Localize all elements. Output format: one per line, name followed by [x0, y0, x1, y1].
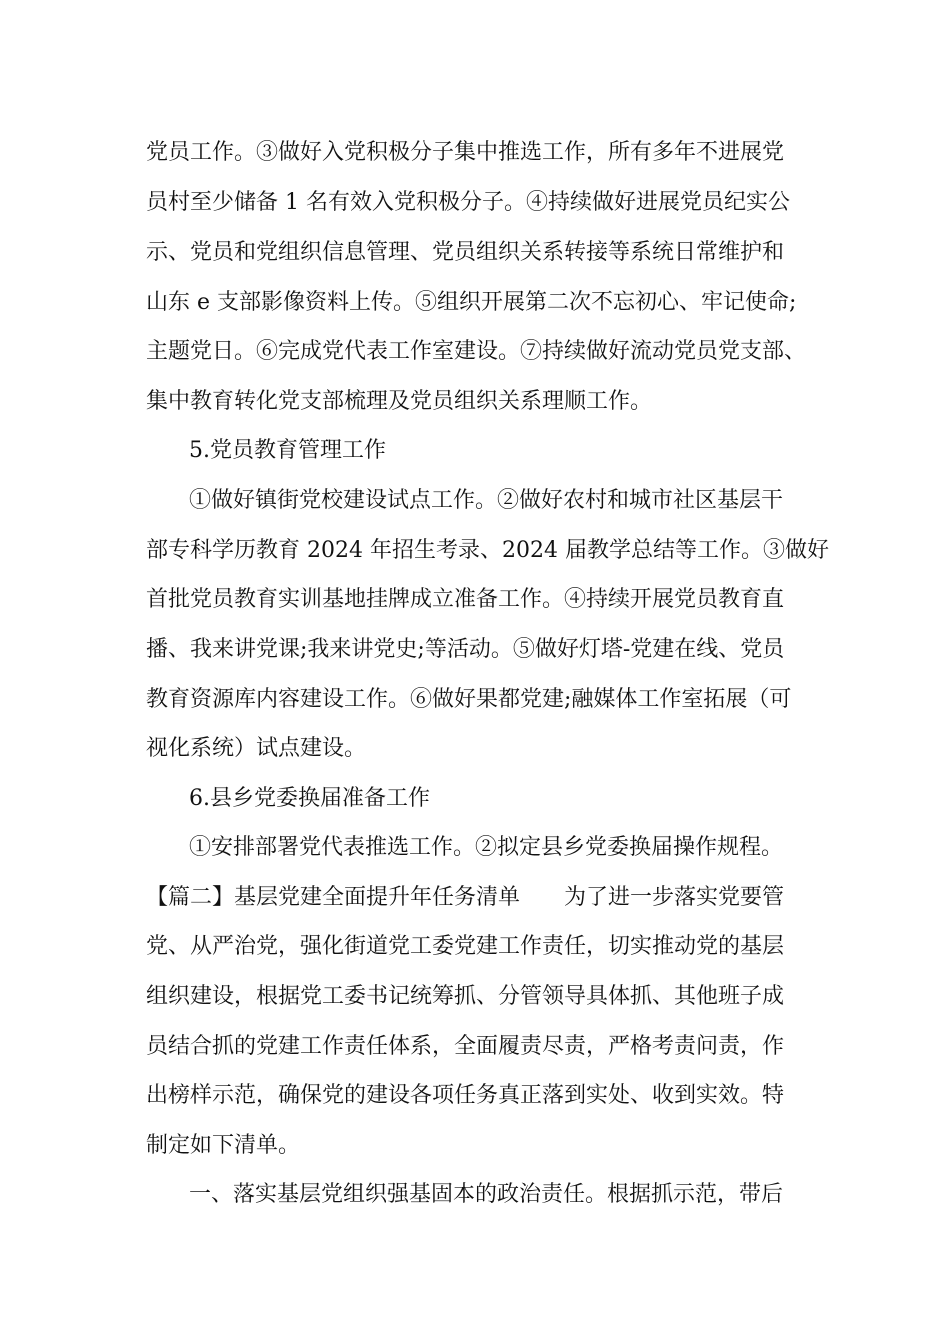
- section-heading: 5.党员教育管理工作: [189, 438, 386, 463]
- text-line: ①做好镇街党校建设试点工作。②做好农村和城市社区基层干: [189, 488, 784, 513]
- text-line: ①安排部署党代表推选工作。②拟定县乡党委换届操作规程。: [189, 835, 784, 860]
- text-line: 党、从严治党，强化街道党工委党建工作责任，切实推动党的基层: [146, 934, 785, 959]
- text-line: 教育资源库内容建设工作。⑥做好果都党建;融媒体工作室拓展（可: [146, 687, 792, 712]
- text-line: 视化系统）试点建设。: [146, 736, 367, 761]
- section-heading: 6.县乡党委换届准备工作: [189, 786, 430, 811]
- text-line: 示、党员和党组织信息管理、党员组织关系转接等系统日常维护和: [146, 240, 785, 265]
- text-line: 员村至少储备 1 名有效入党积极分子。④持续做好进展党员纪实公: [146, 190, 790, 215]
- text-line: 部专科学历教育 2024 年招生考录、2024 届教学总结等工作。③做好: [146, 538, 829, 563]
- text-line: 播、我来讲党课;我来讲党史;等活动。⑤做好灯塔-党建在线、党员: [146, 637, 785, 662]
- text-line: 一、落实基层党组织强基固本的政治责任。根据抓示范，带后: [189, 1182, 784, 1207]
- text-line: 集中教育转化党支部梳理及党员组织关系理顺工作。: [146, 389, 653, 414]
- text-line: 党员工作。③做好入党积极分子集中推选工作，所有多年不进展党: [146, 140, 785, 165]
- text-line: 山东 e 支部影像资料上传。⑤组织开展第二次不忘初心、牢记使命;: [146, 290, 797, 315]
- text-line: 组织建设，根据党工委书记统筹抓、分管领导具体抓、其他班子成: [146, 984, 785, 1009]
- text-line: 出榜样示范，确保党的建设各项任务真正落到实处、收到实效。特: [146, 1083, 785, 1108]
- text-line: 员结合抓的党建工作责任体系，全面履责尽责，严格考责问责，作: [146, 1034, 785, 1059]
- text-line: 制定如下清单。: [146, 1133, 301, 1158]
- section-title-line: 【篇二】基层党建全面提升年任务清单 为了进一步落实党要管: [146, 885, 785, 910]
- text-line: 主题党日。⑥完成党代表工作室建设。⑦持续做好流动党员党支部、: [146, 339, 807, 364]
- text-line: 首批党员教育实训基地挂牌成立准备工作。④持续开展党员教育直: [146, 587, 785, 612]
